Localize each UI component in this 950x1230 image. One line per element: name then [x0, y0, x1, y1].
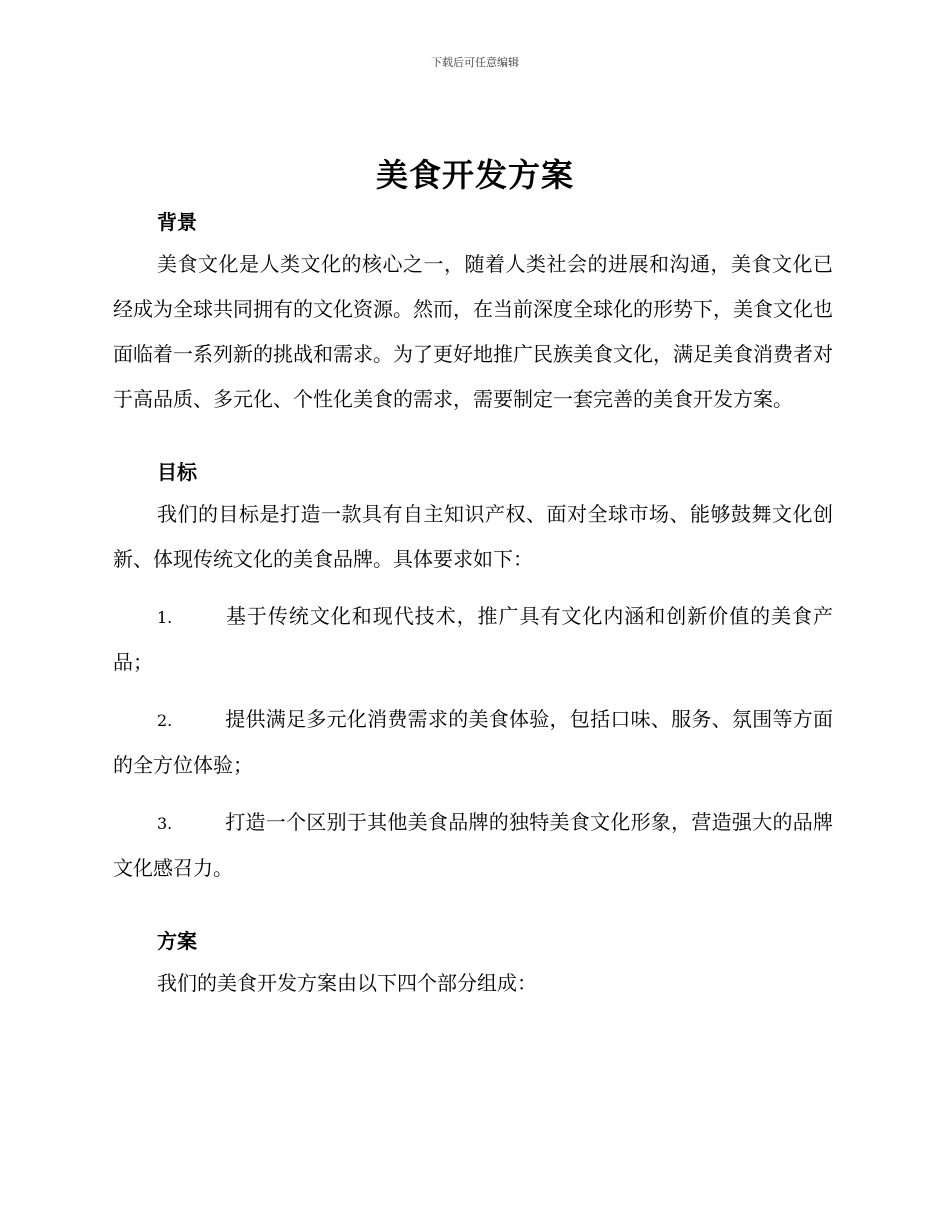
goal-paragraph: 我们的目标是打造一款具有自主知识产权、面对全球市场、能够鼓舞文化创新、体现传统文化的美食品牌。具体要求如下：	[113, 502, 833, 571]
list-number: 2.	[157, 711, 173, 730]
list-number: 3.	[157, 814, 173, 833]
background-paragraph: 美食文化是人类文化的核心之一，随着人类社会的进展和沟通，美食文化已经成为全球共同拥有的文化资源。然而，在当前深度全球化的形势下，美食文化也面临着一系列新的挑战和需求。为了更好地推广民族美食文化，满足美食消费者对于高品质、多元化、个性化美食的需求，需要制定一套完善的美食开发方案。	[113, 252, 833, 411]
section-heading-goal: 目标	[157, 460, 197, 484]
list-item-text: 提供满足多元化消费需求的美食体验，包括口味、服务、氛围等方面的全方位体验；	[113, 707, 833, 777]
goal-list-item	[113, 697, 833, 788]
document-title: 美食开发方案	[375, 156, 574, 194]
list-number: 1.	[157, 608, 173, 627]
page-header-note: 下载后可任意编辑	[431, 56, 519, 69]
section-heading-background: 背景	[157, 210, 197, 234]
document-body	[113, 200, 833, 1006]
list-item-text: 基于传统文化和现代技术，推广具有文化内涵和创新价值的美食产品；	[113, 604, 833, 674]
goal-list-item	[113, 594, 833, 685]
list-item-text: 打造一个区别于其他美食品牌的独特美食文化形象，营造强大的品牌文化感召力。	[113, 810, 833, 880]
section-heading-plan: 方案	[157, 929, 197, 953]
plan-paragraph: 我们的美食开发方案由以下四个部分组成：	[157, 971, 537, 995]
goal-list-item	[113, 800, 833, 891]
